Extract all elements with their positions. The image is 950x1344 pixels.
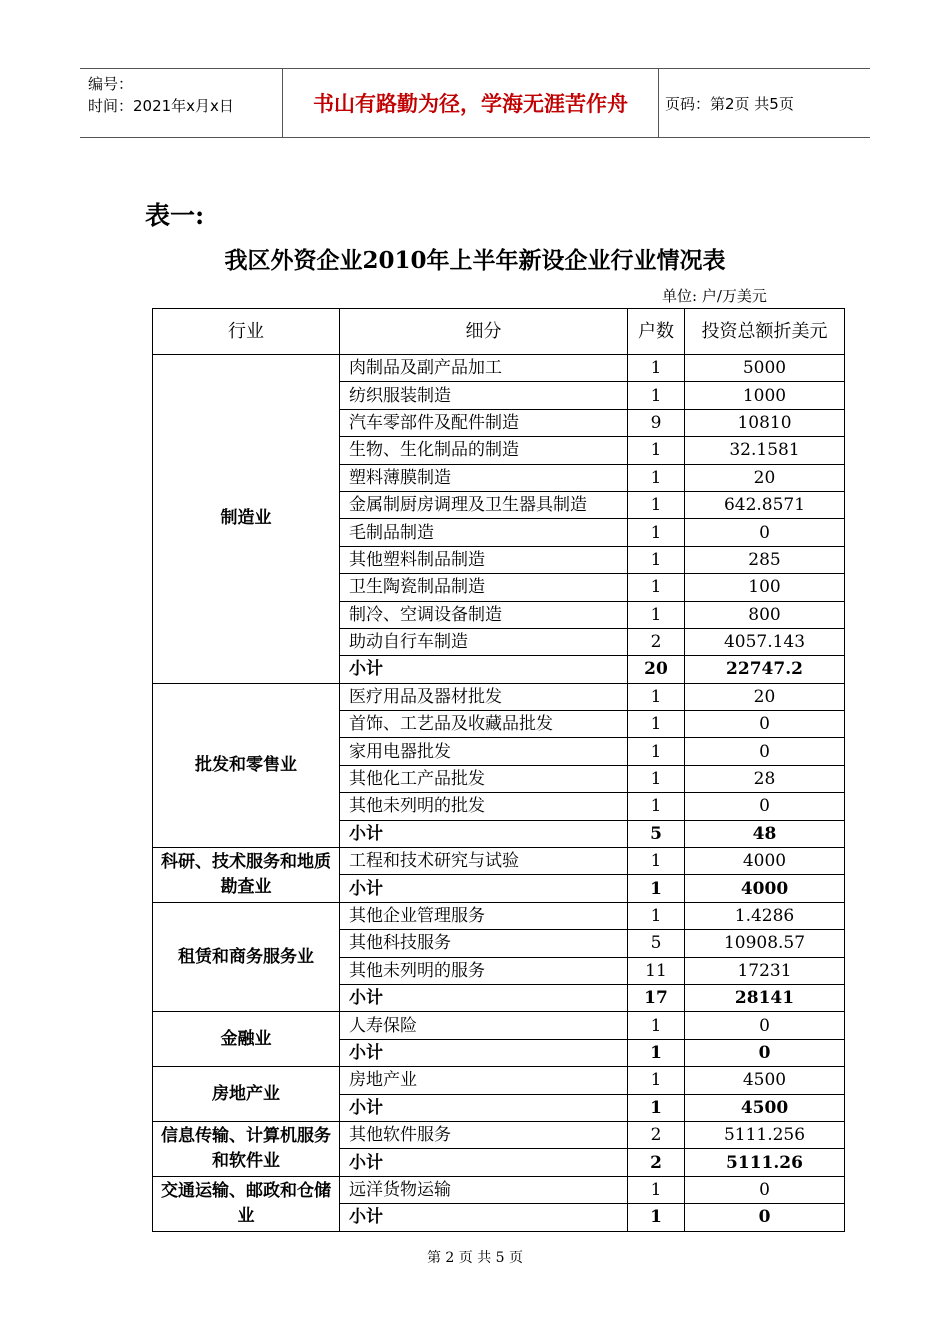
header-meta [88,73,234,117]
industry-table [152,308,845,1232]
amount-cell: 285 [685,546,845,573]
count-cell: 1 [628,1204,685,1231]
amount-cell: 642.8571 [685,491,845,518]
subcategory-cell: 首饰、工艺品及收藏品批发 [340,711,628,738]
count-cell: 11 [628,957,685,984]
amount-cell: 5111.256 [685,1121,845,1148]
column-header-count: 户数 [628,309,685,355]
count-cell: 5 [628,820,685,847]
page-header [80,68,870,138]
count-cell: 1 [628,902,685,929]
amount-cell: 0 [685,519,845,546]
industry-cell: 批发和零售业 [153,683,340,847]
subcategory-cell: 房地产业 [340,1067,628,1094]
count-cell: 1 [628,491,685,518]
subcategory-cell: 其他软件服务 [340,1121,628,1148]
count-cell: 20 [628,656,685,683]
count-cell: 2 [628,628,685,655]
table-row [153,1121,845,1148]
amount-cell: 28 [685,765,845,792]
count-cell: 1 [628,601,685,628]
table-row [153,848,845,875]
amount-cell: 17231 [685,957,845,984]
subcategory-cell: 小计 [340,1149,628,1176]
amount-cell: 0 [685,793,845,820]
amount-cell: 4500 [685,1094,845,1121]
column-header-subcategory: 细分 [340,309,628,355]
subcategory-cell: 其他未列明的服务 [340,957,628,984]
amount-cell: 0 [685,711,845,738]
count-cell: 1 [628,1094,685,1121]
subcategory-cell: 医疗用品及器材批发 [340,683,628,710]
amount-cell: 48 [685,820,845,847]
subcategory-cell: 纺织服装制造 [340,382,628,409]
count-cell: 1 [628,1039,685,1066]
amount-cell: 5111.26 [685,1149,845,1176]
subcategory-cell: 其他未列明的批发 [340,793,628,820]
table-row [153,1176,845,1203]
header-page-info: 页码：第2页 共5页 [665,94,794,113]
industry-cell: 制造业 [153,355,340,684]
amount-cell: 0 [685,1039,845,1066]
count-cell: 1 [628,355,685,382]
amount-cell: 28141 [685,984,845,1011]
subcategory-cell: 肉制品及副产品加工 [340,355,628,382]
count-cell: 1 [628,519,685,546]
column-header-amount: 投资总额折美元 [685,309,845,355]
table-row [153,355,845,382]
amount-cell: 4000 [685,848,845,875]
subcategory-cell: 小计 [340,1094,628,1121]
table-title: 我区外资企业2010年上半年新设企业行业情况表 [224,247,726,274]
amount-cell: 32.1581 [685,437,845,464]
time-label: 时间：2021年x月x日 [88,97,234,115]
amount-cell: 5000 [685,355,845,382]
subcategory-cell: 小计 [340,875,628,902]
subcategory-cell: 其他塑料制品制造 [340,546,628,573]
count-cell: 1 [628,437,685,464]
column-header-industry: 行业 [153,309,340,355]
count-cell: 2 [628,1149,685,1176]
count-cell: 1 [628,546,685,573]
subcategory-cell: 其他化工产品批发 [340,765,628,792]
table-row [153,1012,845,1039]
subcategory-cell: 助动自行车制造 [340,628,628,655]
amount-cell: 20 [685,683,845,710]
subcategory-cell: 生物、生化制品的制造 [340,437,628,464]
count-cell: 1 [628,711,685,738]
amount-cell: 0 [685,738,845,765]
subcategory-cell: 远洋货物运输 [340,1176,628,1203]
subcategory-cell: 小计 [340,1039,628,1066]
count-cell: 17 [628,984,685,1011]
count-cell: 1 [628,1012,685,1039]
subcategory-cell: 小计 [340,984,628,1011]
subcategory-cell: 毛制品制造 [340,519,628,546]
table-row [153,902,845,929]
unit-label: 单位: 户/万美元 [662,287,767,305]
industry-cell: 信息传输、计算机服务和软件业 [153,1121,340,1176]
count-cell: 9 [628,409,685,436]
amount-cell: 0 [685,1176,845,1203]
subcategory-cell: 塑料薄膜制造 [340,464,628,491]
industry-cell: 租赁和商务服务业 [153,902,340,1012]
count-cell: 1 [628,683,685,710]
count-cell: 1 [628,848,685,875]
amount-cell: 1.4286 [685,902,845,929]
table-row [153,683,845,710]
count-cell: 1 [628,875,685,902]
count-cell: 1 [628,574,685,601]
count-cell: 1 [628,793,685,820]
amount-cell: 1000 [685,382,845,409]
count-cell: 1 [628,382,685,409]
subcategory-cell: 金属制厨房调理及卫生器具制造 [340,491,628,518]
amount-cell: 10810 [685,409,845,436]
subcategory-cell: 小计 [340,656,628,683]
table-header-row [153,309,845,355]
industry-cell: 金融业 [153,1012,340,1067]
count-cell: 1 [628,1067,685,1094]
subcategory-cell: 家用电器批发 [340,738,628,765]
header-motto: 书山有路勤为径，学海无涯苦作舟 [282,69,659,137]
industry-cell: 房地产业 [153,1067,340,1122]
count-cell: 1 [628,765,685,792]
subcategory-cell: 小计 [340,1204,628,1231]
amount-cell: 0 [685,1204,845,1231]
subcategory-cell: 制冷、空调设备制造 [340,601,628,628]
amount-cell: 10908.57 [685,930,845,957]
subcategory-cell: 汽车零部件及配件制造 [340,409,628,436]
count-cell: 5 [628,930,685,957]
industry-cell: 科研、技术服务和地质勘查业 [153,848,340,903]
table-row [153,1067,845,1094]
amount-cell: 4500 [685,1067,845,1094]
amount-cell: 4000 [685,875,845,902]
code-label: 编号： [88,75,134,93]
amount-cell: 100 [685,574,845,601]
subcategory-cell: 小计 [340,820,628,847]
subcategory-cell: 人寿保险 [340,1012,628,1039]
count-cell: 1 [628,464,685,491]
count-cell: 1 [628,1176,685,1203]
amount-cell: 22747.2 [685,656,845,683]
industry-cell: 交通运输、邮政和仓储业 [153,1176,340,1231]
count-cell: 1 [628,738,685,765]
amount-cell: 20 [685,464,845,491]
subcategory-cell: 其他科技服务 [340,930,628,957]
table-label: 表一: [145,201,205,230]
amount-cell: 4057.143 [685,628,845,655]
subcategory-cell: 工程和技术研究与试验 [340,848,628,875]
amount-cell: 800 [685,601,845,628]
subcategory-cell: 卫生陶瓷制品制造 [340,574,628,601]
count-cell: 2 [628,1121,685,1148]
subcategory-cell: 其他企业管理服务 [340,902,628,929]
amount-cell: 0 [685,1012,845,1039]
page-footer: 第 2 页 共 5 页 [426,1250,524,1266]
